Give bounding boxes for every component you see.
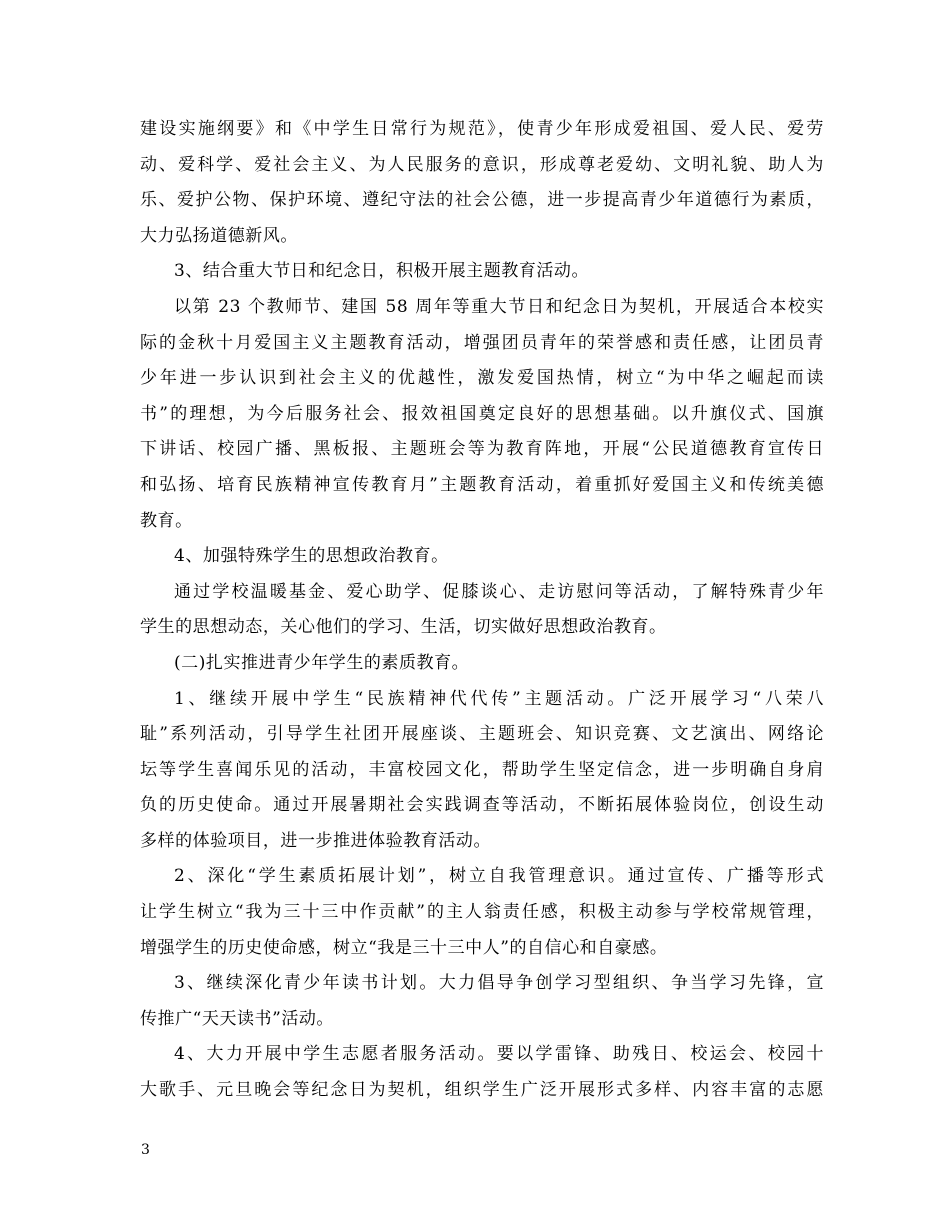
text-line: 际的金秋十月爱国主义主题教育活动，增强团员青年的荣誉感和责任感，让团员青: [140, 332, 824, 353]
text-line: 多样的体验项目，进一步推进体验教育活动。: [140, 830, 491, 851]
text-line: 坛等学生喜闻乐见的活动，丰富校园文化，帮助学生坚定信念，进一步明确自身肩: [140, 759, 824, 780]
text-line: 以第 23 个教师节、建国 58 周年等重大节日和纪念日为契机，开展适合本校实: [174, 296, 824, 317]
text-line: 和弘扬、培育民族精神宣传教育月”主题教育活动，着重抓好爱国主义和传统美德: [140, 474, 824, 495]
text-line: 传推广“天天读书”活动。: [140, 1008, 334, 1029]
text-line: 耻”系列活动，引导学生社团开展座谈、主题班会、知识竞赛、文艺演出、网络论: [140, 724, 824, 745]
text-line: 3、继续深化青少年读书计划。大力倡导争创学习型组织、争当学习先锋，宣: [174, 973, 824, 994]
text-line: 3、结合重大节日和纪念日，积极开展主题教育活动。: [174, 261, 590, 282]
text-line: 让学生树立“我为三十三中作贡献”的主人翁责任感，积极主动参与学校常规管理，: [140, 902, 824, 923]
text-line: 通过学校温暖基金、爱心助学、促膝谈心、走访慰问等活动，了解特殊青少年: [174, 581, 824, 602]
text-line: 负的历史使命。通过开展暑期社会实践调查等活动，不断拓展体验岗位，创设生动: [140, 795, 824, 816]
text-line: 少年进一步认识到社会主义的优越性，激发爱国热情，树立“为中华之崛起而读: [140, 368, 824, 389]
text-line: 书”的理想，为今后服务社会、报效祖国奠定良好的思想基础。以升旗仪式、国旗: [140, 403, 824, 424]
text-line: 4、大力开展中学生志愿者服务活动。要以学雷锋、助残日、校运会、校园十: [174, 1044, 824, 1065]
text-line: 乐、爱护公物、保护环境、遵纪守法的社会公德，进一步提高青少年道德行为素质，: [140, 190, 824, 211]
text-line: 4、加强特殊学生的思想政治教育。: [174, 546, 449, 567]
text-line: 学生的思想动态，关心他们的学习、生活，切实做好思想政治教育。: [140, 617, 667, 638]
text-line: 教育。: [140, 510, 193, 531]
text-line: 大力弘扬道德新风。: [140, 225, 298, 246]
text-line: 大歌手、元旦晚会等纪念日为契机，组织学生广泛开展形式多样、内容丰富的志愿: [140, 1080, 824, 1101]
text-line: 下讲话、校园广播、黑板报、主题班会等为教育阵地，开展“公民道德教育宣传日: [140, 439, 824, 460]
text-line: (二)扎实推进青少年学生的素质教育。: [174, 652, 470, 673]
text-line: 动、爱科学、爱社会主义、为人民服务的意识，形成尊老爱幼、文明礼貌、助人为: [140, 154, 824, 175]
page-number: 3: [141, 1142, 150, 1158]
text-line: 1、继续开展中学生“民族精神代代传”主题活动。广泛开展学习“八荣八: [174, 688, 824, 709]
body-text: [140, 112, 824, 1109]
text-line: 2、深化“学生素质拓展计划”，树立自我管理意识。通过宣传、广播等形式: [174, 866, 824, 887]
text-line: 建设实施纲要》和《中学生日常行为规范》，使青少年形成爱祖国、爱人民、爱劳: [140, 119, 824, 139]
text-line: 增强学生的历史使命感，树立“我是三十三中人”的自信心和自豪感。: [140, 937, 668, 958]
